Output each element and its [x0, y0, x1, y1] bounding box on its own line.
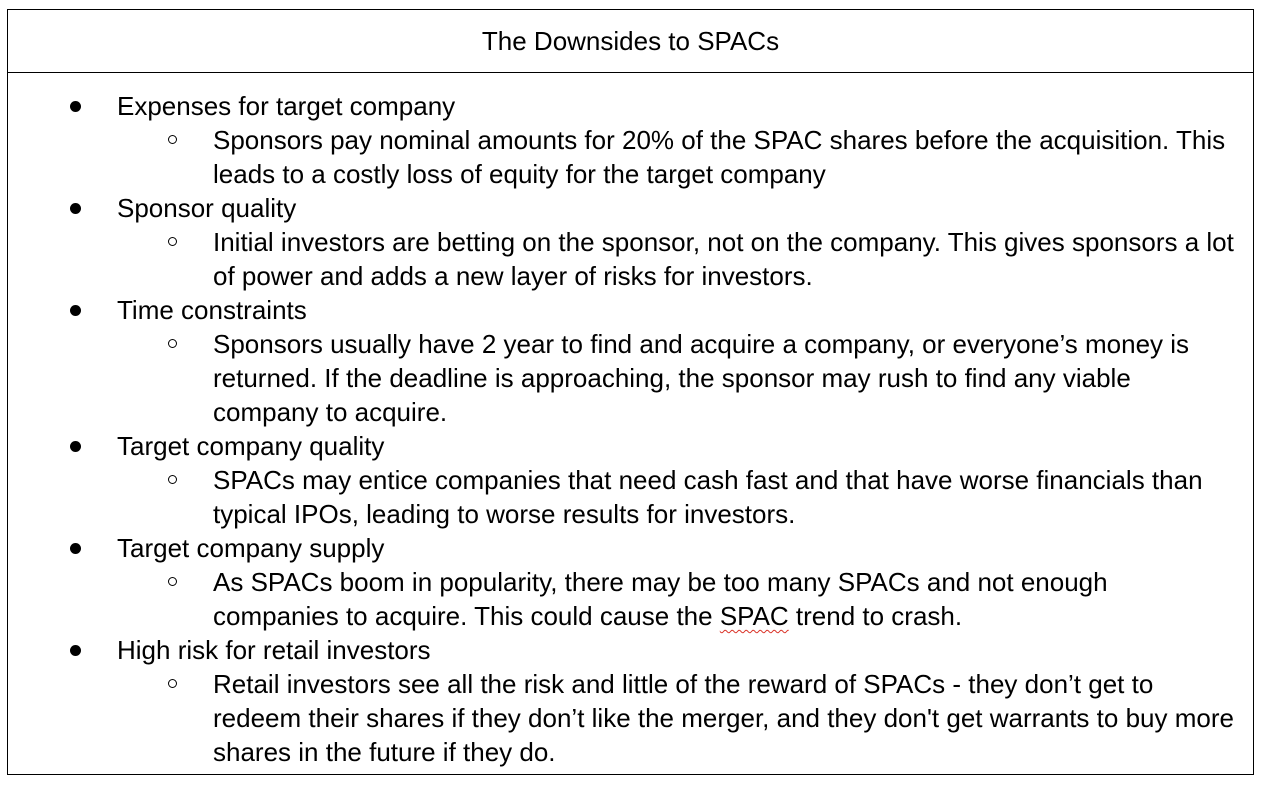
bullet-disc-icon	[70, 645, 81, 656]
sub-list	[117, 463, 1253, 531]
sub-list-item-text: Sponsors pay nominal amounts for 20% of the SPAC shares before the acquisition. This leads to a costly loss of equity for the target company	[213, 125, 1226, 189]
bullet-disc-icon	[70, 101, 81, 112]
sub-list-item	[8, 667, 1253, 769]
bullet-circle-icon	[168, 237, 177, 246]
list-item	[8, 531, 1253, 633]
bullet-circle-icon	[168, 339, 177, 348]
bullet-circle-icon	[168, 577, 177, 586]
list-item-label: Sponsor quality	[117, 193, 297, 223]
bullet-disc-icon	[70, 203, 81, 214]
sub-list	[117, 565, 1253, 633]
sub-list	[117, 327, 1253, 429]
bullet-disc-icon	[70, 441, 81, 452]
downsides-list	[8, 89, 1253, 769]
sub-list-item	[8, 565, 1253, 633]
sub-list-item	[8, 123, 1253, 191]
document-table	[7, 9, 1254, 775]
bullet-circle-icon	[168, 679, 177, 688]
sub-list-item-text: Initial investors are betting on the sponsor, not on the company. This gives sponsors a lot of power and adds a new layer of risks for investors.	[213, 227, 1234, 291]
list-item-label: Time constraints	[117, 295, 307, 325]
list-item	[8, 89, 1253, 191]
list-item	[8, 429, 1253, 531]
bullet-circle-icon	[168, 475, 177, 484]
bullet-disc-icon	[70, 543, 81, 554]
sub-list	[117, 667, 1253, 769]
sub-list-item-text: Sponsors usually have 2 year to find and acquire a company, or everyone’s money is returned. If the deadline is approaching, the sponsor may rush to find any viable company to acquire.	[213, 329, 1190, 427]
list-item-label: High risk for retail investors	[117, 635, 431, 665]
sub-list-item-text	[213, 567, 1108, 631]
sub-list-item-text-after: trend to crash.	[788, 601, 963, 631]
document-title: The Downsides to SPACs	[481, 26, 780, 56]
sub-list	[117, 225, 1253, 293]
bullet-disc-icon	[70, 305, 81, 316]
list-item	[8, 633, 1253, 769]
list-item-label: Expenses for target company	[117, 91, 456, 121]
sub-list	[117, 123, 1253, 191]
list-item-label: Target company supply	[117, 533, 385, 563]
list-item	[8, 293, 1253, 429]
list-item-label: Target company quality	[117, 431, 385, 461]
sub-list-item-text: Retail investors see all the risk and little of the reward of SPACs - they don’t get to redeem their shares if they don’t like the merger, and they don't get warrants to buy more shares in the future if they do.	[213, 669, 1234, 767]
table-header-cell[interactable]	[8, 10, 1253, 73]
list-item	[8, 191, 1253, 293]
sub-list-item-text: SPACs may entice companies that need cash fast and that have worse financials than typical IPOs, leading to worse results for investors.	[213, 465, 1203, 529]
sub-list-item	[8, 463, 1253, 531]
sub-list-item	[8, 225, 1253, 293]
spellcheck-flagged-word[interactable]: SPAC	[719, 601, 789, 631]
sub-list-item	[8, 327, 1253, 429]
sub-list-item-text-before: As SPACs boom in popularity, there may be too many SPACs and not enough companies to acquire. This could cause the	[213, 567, 1108, 631]
bullet-circle-icon	[168, 135, 177, 144]
